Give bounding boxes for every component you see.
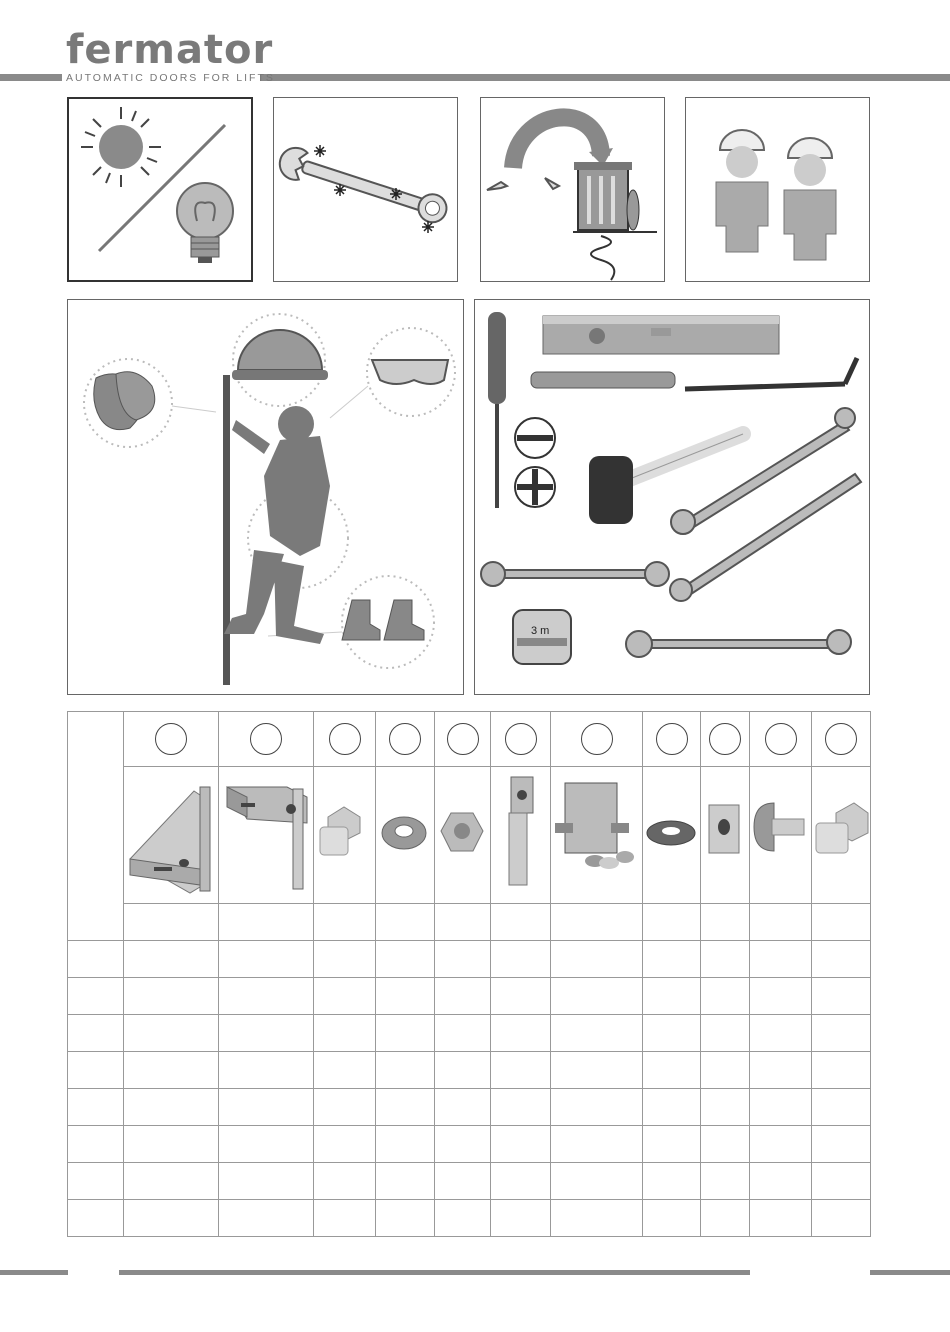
- checklist-row: [68, 1052, 871, 1089]
- part-ref-circle: [709, 723, 741, 755]
- safety-glasses-icon: [372, 360, 448, 384]
- ref-cell: [435, 712, 491, 767]
- hex-bolt-icon: [812, 767, 869, 898]
- checklist-row: [68, 978, 871, 1015]
- square-shaft-icon: [491, 767, 549, 898]
- header-bar-left: [0, 74, 62, 81]
- wrench-sparkle-icon: [274, 98, 457, 281]
- carriage-bolt-icon: [750, 767, 810, 898]
- spirit-level-icon: [543, 316, 779, 354]
- tools-panel: [474, 299, 870, 695]
- tools-figure: [475, 300, 869, 694]
- part-image-row: [68, 767, 871, 904]
- ref-cell: [124, 712, 219, 767]
- reference-circle-row: [68, 712, 871, 767]
- climbing-worker-figure: [68, 300, 463, 694]
- checklist-row: [68, 941, 871, 978]
- part-image-cell: [491, 767, 551, 904]
- ref-cell: [314, 712, 376, 767]
- bracket-left-icon: [219, 767, 312, 898]
- part-image-cell: [376, 767, 435, 904]
- tape-measure-icon: [513, 610, 571, 664]
- worker-body: [224, 406, 330, 644]
- part-ref-circle: [505, 723, 537, 755]
- ref-cell: [643, 712, 701, 767]
- disposal-panel: [480, 97, 665, 282]
- ref-cell: [750, 712, 812, 767]
- ref-cell: [701, 712, 750, 767]
- part-image-cell: [435, 767, 491, 904]
- part-ref-circle: [825, 723, 857, 755]
- square-washer-icon: [701, 767, 748, 898]
- checklist-row: [68, 1089, 871, 1126]
- offset-ring-wrench-icon: [683, 422, 849, 530]
- washer-icon: [376, 767, 433, 898]
- part-image-cell: [219, 767, 314, 904]
- footer-bar-center: [119, 1270, 750, 1275]
- ref-cell: [491, 712, 551, 767]
- parts-checklist-table: [67, 711, 871, 1237]
- safety-equipment-panel: [67, 299, 464, 695]
- part-image-cell: [643, 767, 701, 904]
- part-image-cell: [701, 767, 750, 904]
- part-name-row: [68, 904, 871, 941]
- socket-wrench-icon: [531, 358, 857, 389]
- footer-bar-right: [870, 1270, 950, 1275]
- part-ref-circle: [581, 723, 613, 755]
- checklist-row: [68, 1163, 871, 1200]
- part-ref-circle: [155, 723, 187, 755]
- offset-wrench-icon: [679, 474, 861, 598]
- qualified-staff-panel: [685, 97, 870, 282]
- part-ref-circle: [389, 723, 421, 755]
- two-workers-icon: [686, 98, 869, 281]
- hard-hat-icon: [232, 330, 328, 380]
- sun-bulb-icon: [69, 99, 251, 280]
- part-ref-circle: [765, 723, 797, 755]
- checklist-row: [68, 1126, 871, 1163]
- header-bar-right: [260, 74, 950, 81]
- part-image-cell: [124, 767, 219, 904]
- brand-tagline: AUTOMATIC DOORS FOR LIFTS: [66, 72, 275, 84]
- safety-boots-icon: [342, 600, 424, 640]
- part-ref-circle: [447, 723, 479, 755]
- row-label-header-cell: [68, 712, 124, 941]
- svg-text:3 m: 3 m: [531, 625, 550, 637]
- part-image-cell: [812, 767, 871, 904]
- ref-cell: [812, 712, 871, 767]
- gloves-icon: [94, 372, 155, 430]
- part-image-cell: [314, 767, 376, 904]
- hex-nut-icon: [435, 767, 489, 898]
- open-end-wrench-icon: [493, 570, 657, 578]
- bracket-right-icon: [124, 767, 217, 898]
- part-ref-circle: [656, 723, 688, 755]
- clip-kit-icon: [551, 767, 641, 898]
- lighting-panel: [67, 97, 253, 282]
- flat-washer-icon: [643, 767, 699, 898]
- brand-logo: fermator: [66, 27, 274, 73]
- recycle-bin-icon: [481, 98, 664, 281]
- part-image-cell: [551, 767, 643, 904]
- ref-cell: [219, 712, 314, 767]
- part-ref-circle: [329, 723, 361, 755]
- part-image-cell: [750, 767, 812, 904]
- ref-cell: [551, 712, 643, 767]
- checklist-row: [68, 1015, 871, 1052]
- combination-wrench-icon: [639, 640, 839, 648]
- screwdriver-icon: [488, 312, 506, 508]
- clean-tools-panel: [273, 97, 458, 282]
- footer-bar-left: [0, 1270, 68, 1275]
- part-ref-circle: [250, 723, 282, 755]
- bolt-icon: [314, 767, 374, 898]
- checklist-row: [68, 1200, 871, 1237]
- ref-cell: [376, 712, 435, 767]
